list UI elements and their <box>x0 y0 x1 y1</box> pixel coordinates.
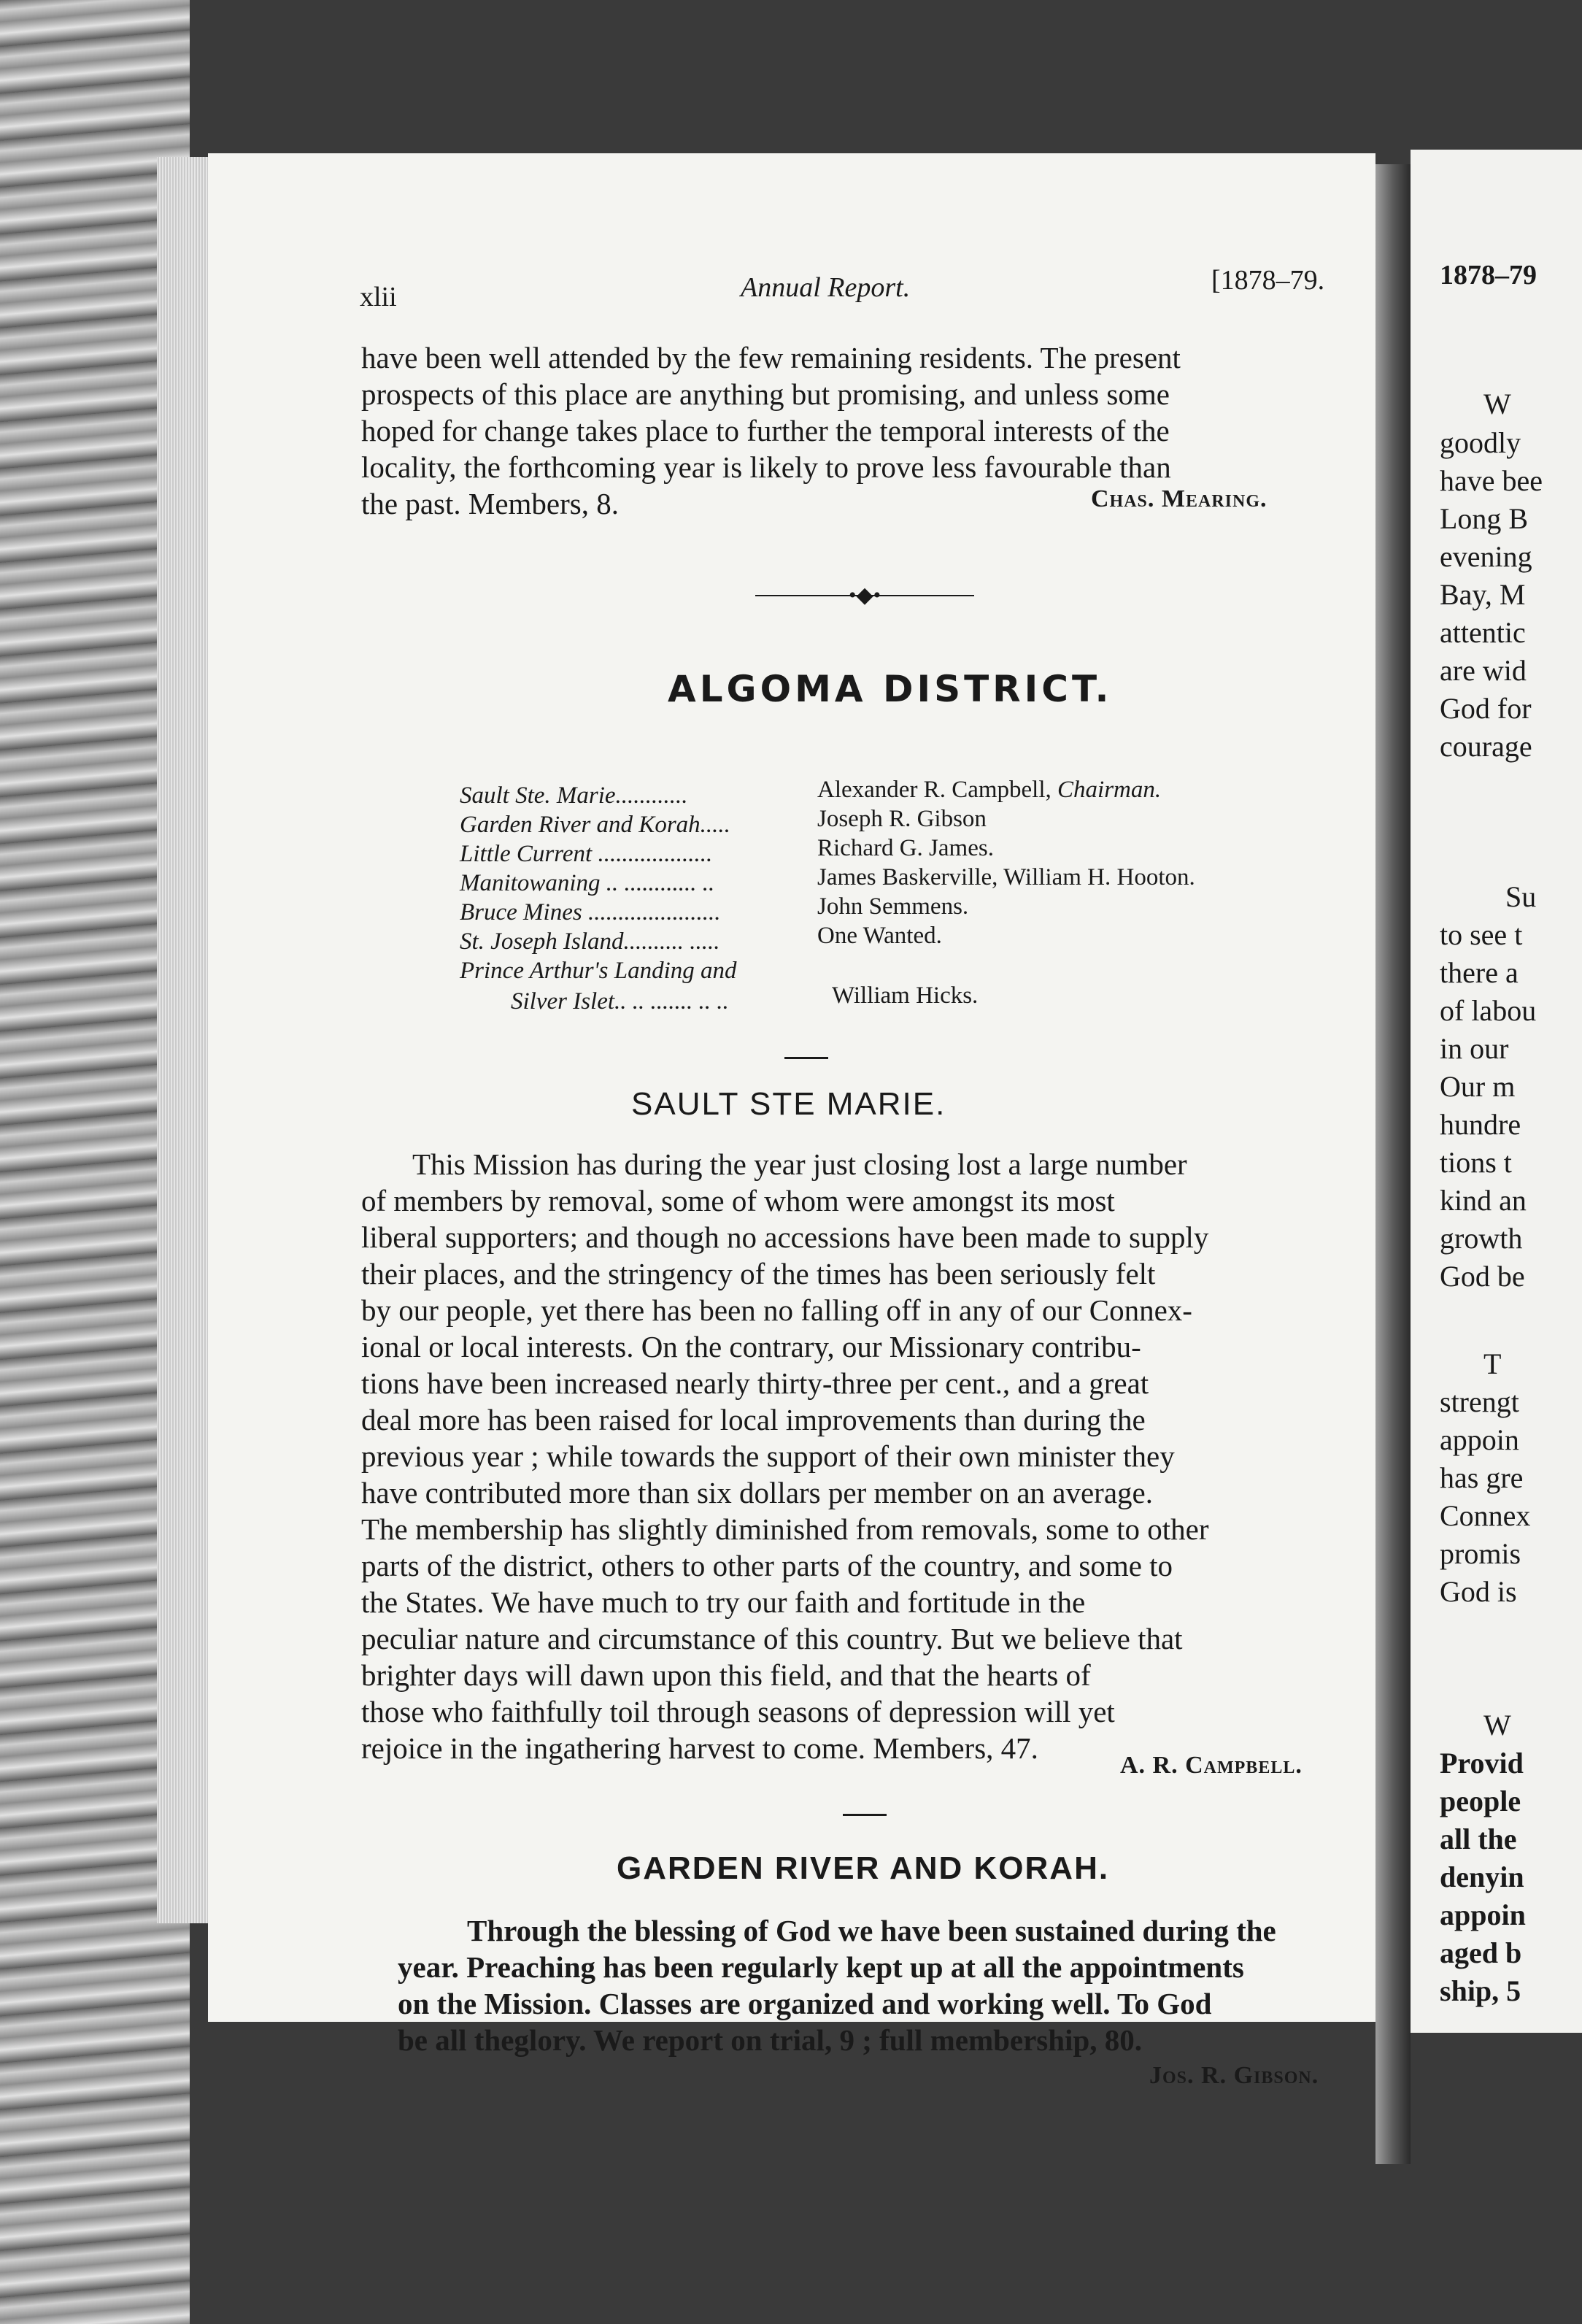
section-title-sault: SAULT STE MARIE. <box>631 1086 946 1122</box>
text-line: by our people, yet there has been no falling off in any of our Connex- <box>361 1293 1192 1327</box>
text-line: God for <box>1440 692 1532 725</box>
signature-gibson: Jos. R. Gibson. <box>1149 2062 1319 2089</box>
text-line: to see t <box>1440 918 1523 951</box>
text-line: hoped for change takes place to further the temporal interests of the <box>361 414 1170 447</box>
text-line: Through the blessing of God we have been sustained during the <box>467 1914 1276 1947</box>
text-line: the States. We have much to try our faith and fortitude in the <box>361 1585 1086 1619</box>
text-line: prospects of this place are anything but promising, and unless some <box>361 377 1170 411</box>
district-title: ALGOMA DISTRICT. <box>668 668 1113 710</box>
text-line: has gre <box>1440 1461 1524 1494</box>
appointment-minister: Alexander R. Campbell, Chairman. <box>817 777 1162 803</box>
appointment-place: Manitowaning .. ............ .. <box>460 870 715 896</box>
text-line: goodly <box>1440 426 1521 459</box>
text-line: courage <box>1440 730 1532 763</box>
text-line: evening <box>1440 540 1532 573</box>
text-line: all the <box>1440 1823 1517 1855</box>
text-line: tions t <box>1440 1146 1512 1179</box>
text-line: growth <box>1440 1222 1523 1255</box>
appointment-minister: William Hicks. <box>832 982 979 1009</box>
text-line: aged b <box>1440 1936 1522 1969</box>
header-year: [1878–79. <box>1211 265 1325 296</box>
running-title: Annual Report. <box>741 272 911 303</box>
text-line: people <box>1440 1785 1521 1817</box>
right-page-header: 1878–79 <box>1440 260 1537 290</box>
page-stack <box>157 157 215 1923</box>
text-line: have been well attended by the few remaining residents. The present <box>361 341 1181 374</box>
appointment-place: Prince Arthur's Landing and <box>460 958 737 984</box>
text-line: T <box>1483 1347 1502 1380</box>
text-line: promis <box>1440 1537 1521 1570</box>
section-title-garden: GARDEN RIVER AND KORAH. <box>617 1850 1110 1886</box>
text-line: strengt <box>1440 1385 1519 1418</box>
text-line: previous year ; while towards the support of their own minister they <box>361 1439 1175 1473</box>
appointment-place: Garden River and Korah..... <box>460 812 730 838</box>
text-line: God be <box>1440 1260 1525 1293</box>
text-line: there a <box>1440 956 1519 989</box>
appointment-place: Sault Ste. Marie............ <box>460 782 688 809</box>
appointment-role: Chairman. <box>1057 777 1162 803</box>
garden-paragraph <box>398 1912 1386 2058</box>
appointment-minister: Richard G. James. <box>817 835 994 861</box>
text-line: ional or local interests. On the contrary, our Missionary contribu- <box>361 1330 1141 1363</box>
text-line: have contributed more than six dollars per member on an average. <box>361 1476 1153 1509</box>
text-line: W <box>1483 388 1511 420</box>
text-line: ship, 5 <box>1440 1974 1521 2007</box>
text-line: This Mission has during the year just closing lost a large number <box>412 1147 1187 1181</box>
appointment-row <box>460 780 688 812</box>
text-line: Bay, M <box>1440 578 1526 611</box>
text-line: are wid <box>1440 654 1527 687</box>
text-line: of labou <box>1440 994 1537 1027</box>
text-line: year. Preaching has been regularly kept up at all the appointments <box>398 1950 1244 1984</box>
appointment-minister: One Wanted. <box>817 923 942 949</box>
text-line: hundre <box>1440 1108 1521 1141</box>
text-line: locality, the forthcoming year is likely to prove less favourable than <box>361 450 1171 484</box>
sault-paragraph <box>361 1146 1365 1766</box>
text-line: Provid <box>1440 1747 1524 1779</box>
text-line: Our m <box>1440 1070 1516 1103</box>
appointment-place: Little Current ................... <box>460 841 713 867</box>
text-line: attentic <box>1440 616 1526 649</box>
book-gutter <box>1375 164 1411 2164</box>
text-line: in our <box>1440 1032 1509 1065</box>
text-line: appoin <box>1440 1898 1526 1931</box>
text-line: the past. Members, 8. <box>361 487 619 520</box>
text-line: of members by removal, some of whom were amongst its most <box>361 1184 1115 1217</box>
text-line: God is <box>1440 1575 1517 1608</box>
text-line: parts of the district, others to other parts of the country, and some to <box>361 1549 1173 1582</box>
ornament-diamond: •◆• <box>849 583 881 607</box>
text-line: their places, and the stringency of the times has been seriously felt <box>361 1257 1156 1290</box>
text-line: kind an <box>1440 1184 1527 1217</box>
text-line: deal more has been raised for local improvements than during the <box>361 1403 1146 1436</box>
left-page <box>208 153 1375 2089</box>
text-line: denyin <box>1440 1861 1524 1893</box>
text-line: Connex <box>1440 1499 1531 1532</box>
text-line: liberal supporters; and though no accessions have been made to supply <box>361 1220 1209 1254</box>
text-line: W <box>1483 1709 1511 1742</box>
text-line: tions have been increased nearly thirty-three per cent., and a great <box>361 1366 1149 1400</box>
section-rule <box>784 1057 828 1059</box>
appointment-minister: James Baskerville, William H. Hooton. <box>817 864 1195 890</box>
text-line: Long B <box>1440 502 1529 535</box>
text-line: Su <box>1505 880 1537 913</box>
text-line: on the Mission. Classes are organized and working well. To God <box>398 1987 1212 2020</box>
text-line: have bee <box>1440 464 1543 497</box>
appointment-minister: John Semmens. <box>817 893 969 920</box>
appointment-minister: Joseph R. Gibson <box>817 806 987 832</box>
text-line: brighter days will dawn upon this field, and that the hearts of <box>361 1658 1091 1692</box>
right-page <box>1411 150 1582 2033</box>
text-line: peculiar nature and circumstance of this country. But we believe that <box>361 1622 1183 1655</box>
appointment-place: Bruce Mines ...................... <box>460 899 721 926</box>
text-line: appoin <box>1440 1423 1519 1456</box>
section-rule <box>843 1814 887 1816</box>
page-number: xlii <box>360 282 397 312</box>
appointment-place: St. Joseph Island.......... ..... <box>460 928 720 955</box>
signature-campbell: A. R. Campbell. <box>1120 1752 1303 1779</box>
appointment-place: Silver Islet.. .. ....... .. .. <box>511 988 729 1015</box>
text-line: rejoice in the ingathering harvest to come. Members, 47. <box>361 1731 1038 1765</box>
signature-mearing: Chas. Mearing. <box>1091 485 1267 512</box>
text-line: be all theglory. We report on trial, 9 ; full membership, 80. <box>398 2023 1142 2057</box>
text-line: those who faithfully toil through seasons of depression will yet <box>361 1695 1115 1728</box>
text-line: The membership has slightly diminished from removals, some to other <box>361 1512 1209 1546</box>
